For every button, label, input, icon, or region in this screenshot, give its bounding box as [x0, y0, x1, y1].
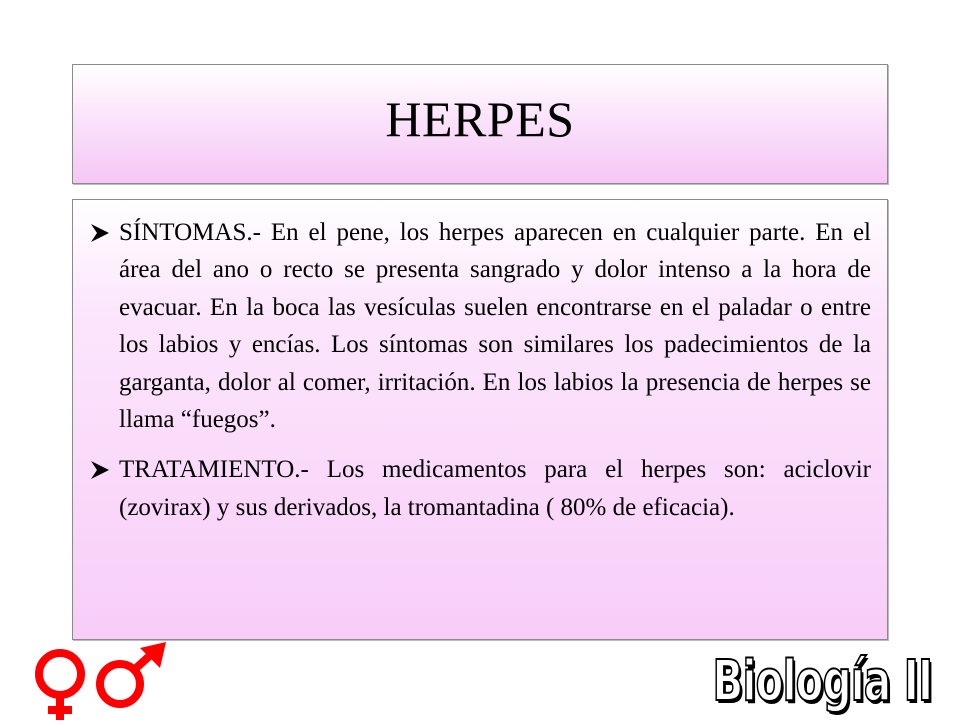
- gender-symbols: [16, 640, 176, 720]
- arrowhead-bullet-icon: [89, 451, 119, 489]
- bullet-item-sintomas: [89, 214, 871, 438]
- biologia-logo: Biología II: [712, 649, 932, 714]
- bullet-text-tratamiento: TRATAMIENTO.- Los medicamentos para el herpes son: aciclovir (zovirax) y sus derivados, la tromantadina ( 80% de eficacia).: [119, 456, 871, 521]
- male-symbol-icon: [100, 650, 156, 704]
- arrowhead-bullet-icon: [89, 214, 119, 252]
- bullet-item-tratamiento: [89, 451, 871, 526]
- bullet-text-sintomas: SÍNTOMAS.- En el pene, los herpes aparecen en cualquier parte. En el área del ano o recto se presenta sangrado y dolor intenso a la hora de evacuar. En la boca las vesículas suelen encontrarse en el paladar o entre los labios y encías. Los síntomas son similares los padecimientos de la garganta, dolor al comer, irritación. En los labios la presencia de herpes se llama “fuegos”.: [119, 219, 871, 434]
- female-symbol-icon: [39, 653, 81, 720]
- title-box: [72, 64, 888, 184]
- slide-title: HERPES: [385, 91, 575, 147]
- content-box: [72, 199, 888, 640]
